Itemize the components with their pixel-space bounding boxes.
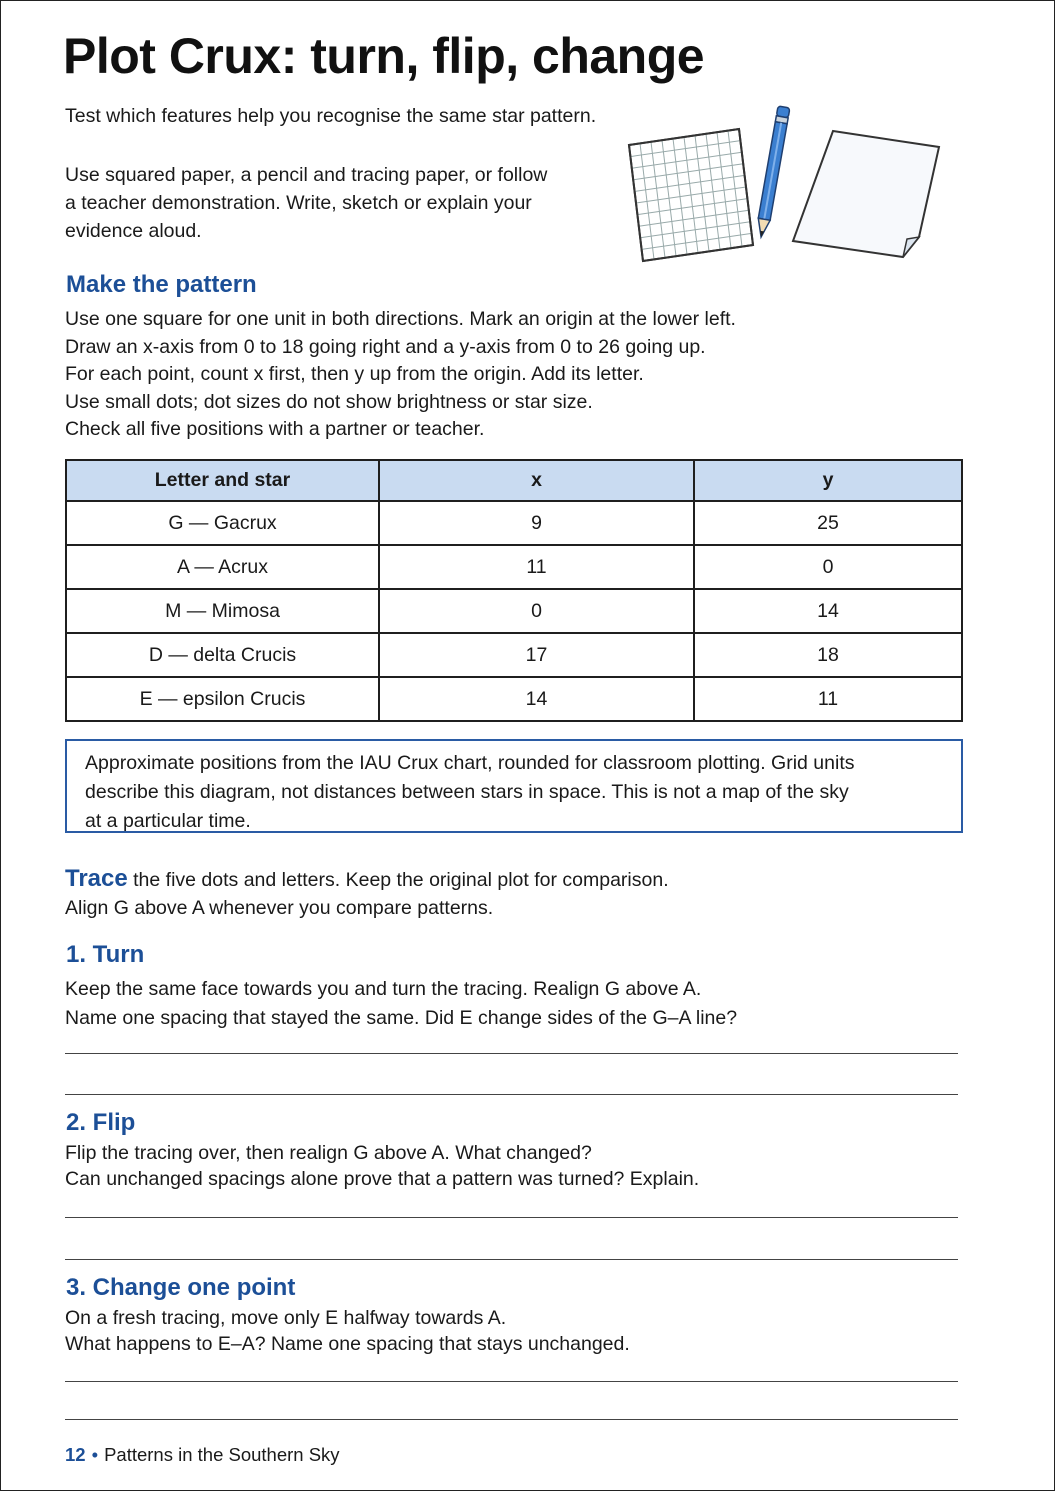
task-line: What happens to E–A? Name one spacing that stays unchanged. [65, 1333, 630, 1355]
answer-line[interactable] [65, 1381, 958, 1382]
trace-line [65, 865, 669, 894]
star-cell: M — Mimosa [66, 589, 379, 633]
table-row [66, 545, 962, 589]
task-line: Name one spacing that stayed the same. Did E change sides of the G–A line? [65, 1007, 738, 1029]
page-title: Plot Crux: turn, flip, change [63, 28, 705, 84]
task-flip-text [65, 1140, 699, 1192]
materials-line: Use squared paper, a pencil and tracing paper, or follow [65, 164, 548, 186]
source-note-box [65, 739, 963, 833]
trace-rest: the five dots and letters. Keep the original plot for comparison. [127, 869, 669, 891]
x-cell: 11 [379, 545, 694, 589]
table-row [66, 633, 962, 677]
task-flip-heading: 2. Flip [66, 1109, 136, 1136]
task-line: On a fresh tracing, move only E halfway towards A. [65, 1307, 507, 1329]
footer-separator: • [91, 1444, 99, 1465]
task-line: Keep the same face towards you and turn the tracing. Realign G above A. [65, 978, 702, 1000]
table-row [66, 589, 962, 633]
y-cell: 0 [694, 545, 962, 589]
materials-line: evidence aloud. [65, 220, 202, 242]
task-change-text [65, 1305, 630, 1357]
header-letter-and-star: Letter and star [66, 460, 379, 501]
instruction-line: Draw an x-axis from 0 to 18 going right and a y-axis from 0 to 26 going up. [65, 335, 706, 358]
pencil-icon [755, 106, 790, 238]
table-row [66, 677, 962, 721]
header-x: x [379, 460, 694, 501]
star-cell: G — Gacrux [66, 501, 379, 545]
task-change-heading: 3. Change one point [66, 1274, 296, 1301]
trace-instructions [65, 865, 669, 922]
answer-line[interactable] [65, 1053, 958, 1054]
squared-paper-icon [629, 129, 753, 261]
page-footer [65, 1444, 340, 1466]
y-cell: 18 [694, 633, 962, 677]
header-y: y [694, 460, 962, 501]
make-pattern-heading: Make the pattern [66, 271, 257, 298]
instruction-line: Check all five positions with a partner or teacher. [65, 418, 485, 440]
instruction-line: Use small dots; dot sizes do not show brightness or star size. [65, 390, 593, 413]
table-row [66, 501, 962, 545]
x-cell: 9 [379, 501, 694, 545]
instruction-line: For each point, count x first, then y up from the origin. Add its letter. [65, 363, 644, 385]
x-cell: 14 [379, 677, 694, 721]
answer-line[interactable] [65, 1217, 958, 1218]
answer-line[interactable] [65, 1094, 958, 1095]
materials-text [65, 161, 547, 245]
y-cell: 11 [694, 677, 962, 721]
x-cell: 17 [379, 633, 694, 677]
y-cell: 14 [694, 589, 962, 633]
y-cell: 25 [694, 501, 962, 545]
task-line: Flip the tracing over, then realign G above A. What changed? [65, 1142, 592, 1164]
answer-line[interactable] [65, 1259, 958, 1260]
note-line: at a particular time. [85, 810, 251, 832]
materials-line: a teacher demonstration. Write, sketch or explain your [65, 192, 532, 214]
x-cell: 0 [379, 589, 694, 633]
trace-lead: Trace [65, 865, 128, 892]
materials-illustration [621, 99, 951, 269]
star-cell: D — delta Crucis [66, 633, 379, 677]
book-title: Patterns in the Southern Sky [104, 1444, 340, 1465]
task-turn-heading: 1. Turn [66, 941, 145, 968]
task-turn-text [65, 975, 737, 1033]
note-line: describe this diagram, not distances between stars in space. This is not a map of the sky [85, 781, 849, 803]
intro-text: Test which features help you recognise the same star pattern. [65, 105, 597, 127]
task-line: Can unchanged spacings alone prove that a pattern was turned? Explain. [65, 1168, 700, 1190]
answer-line[interactable] [65, 1419, 958, 1420]
note-line: Approximate positions from the IAU Crux chart, rounded for classroom plotting. Grid units [85, 752, 855, 774]
tracing-paper-icon [793, 131, 939, 257]
make-pattern-instructions [65, 306, 736, 444]
table-header-row [66, 460, 962, 501]
instruction-line: Use one square for one unit in both directions. Mark an origin at the lower left. [65, 308, 736, 330]
page-number: 12 [65, 1444, 86, 1465]
star-cell: E — epsilon Crucis [66, 677, 379, 721]
trace-line-2: Align G above A whenever you compare patterns. [65, 897, 494, 919]
coordinates-table [65, 459, 963, 722]
star-cell: A — Acrux [66, 545, 379, 589]
